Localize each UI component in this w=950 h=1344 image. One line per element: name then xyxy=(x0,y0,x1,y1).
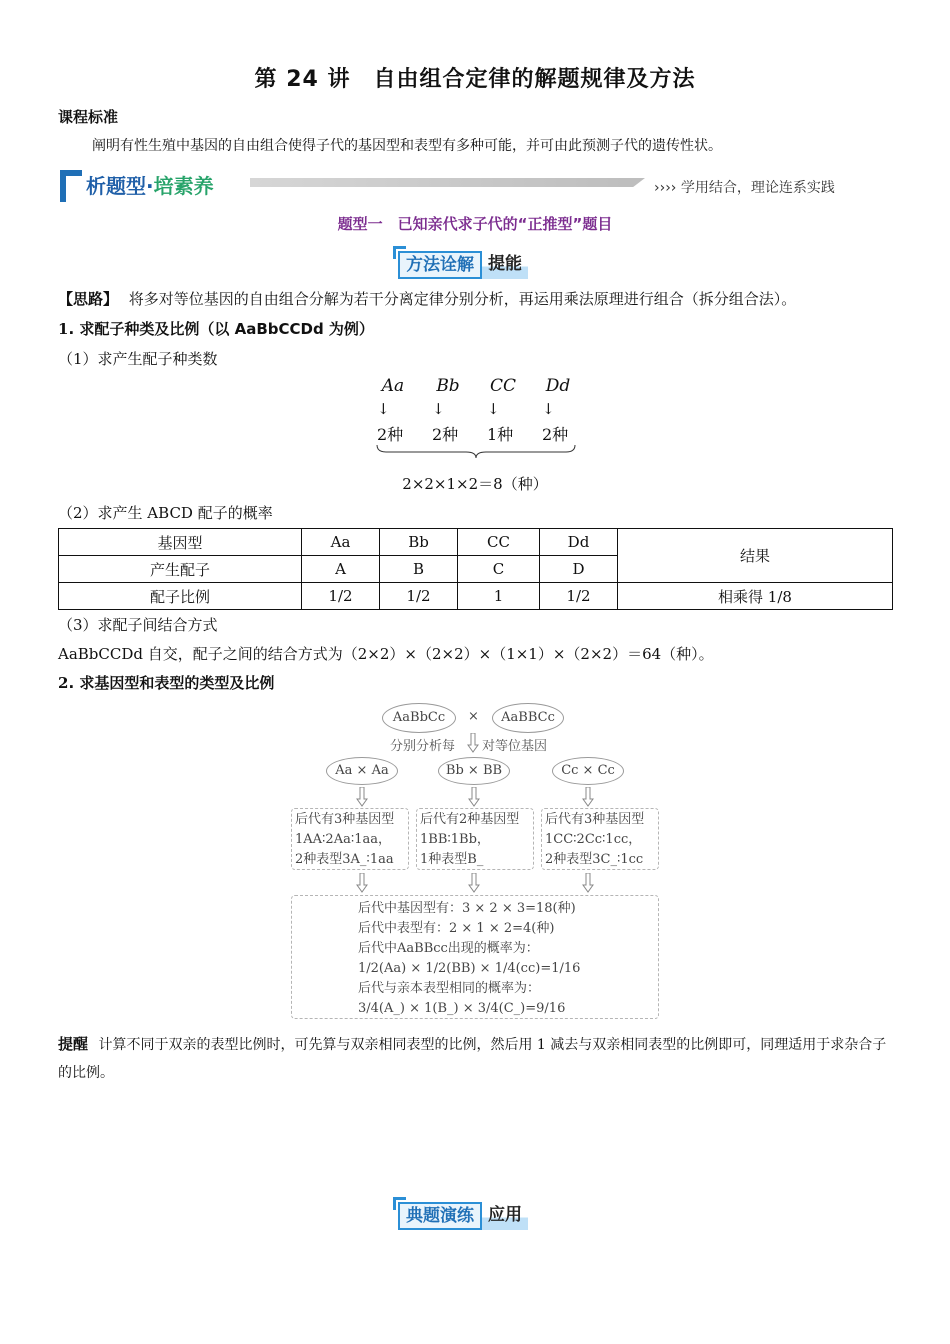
kind-count: 2种 xyxy=(432,425,459,444)
table-cell: CC xyxy=(458,529,540,556)
result-box-line: 1种表型B_ xyxy=(420,852,484,867)
pair-cross: Bb × BB xyxy=(438,757,510,785)
banner-subtitle: ›››› 学用结合，理论连系实践 xyxy=(654,180,835,196)
table-row-label: 配子比例 xyxy=(59,583,302,610)
standard-heading: 课程标准 xyxy=(58,108,119,126)
down-arrow-icon: ↓ xyxy=(432,400,445,418)
split-label-left: 分别分析每 xyxy=(390,739,456,754)
part1-heading-suffix: （以 AaBbCCDd 为例） xyxy=(199,320,374,338)
table-cell: 1/2 xyxy=(540,583,618,610)
pair-cross: Cc × Cc xyxy=(552,757,624,785)
kind-count: 1种 xyxy=(487,425,514,444)
table-cell: D xyxy=(540,556,618,583)
summary-line: 3/4(A_) × 1(B_) × 3/4(C_)=9/16 xyxy=(358,1001,566,1016)
table-result-value: 相乘得 1/8 xyxy=(618,583,893,610)
summary-line: 后代中AaBBcc出现的概率为： xyxy=(358,941,539,956)
down-arrow-icon: ↓ xyxy=(377,400,390,418)
standard-text: 阐明有性生殖中基因的自由组合使得子代的基因型和表型有多种可能，并可由此预测子代的遗传性状。 xyxy=(92,138,722,154)
banner-bar xyxy=(250,178,645,187)
gamete-probability-table xyxy=(58,528,893,610)
result-box xyxy=(416,808,534,870)
table-cell: A xyxy=(302,556,380,583)
table-cell: Dd xyxy=(540,529,618,556)
result-box-line: 2种表型3C_∶1cc xyxy=(545,852,644,867)
gene-label: Bb xyxy=(436,376,460,396)
summary-line: 后代中基因型有：3 × 2 × 3=18(种) xyxy=(358,901,576,916)
gene-label: CC xyxy=(489,376,516,396)
thinking-paragraph xyxy=(58,288,898,310)
down-arrow-icon xyxy=(582,787,594,807)
down-arrow-icon xyxy=(356,787,368,807)
table-row-label: 基因型 xyxy=(59,529,302,556)
method-tag-box: 方法诠解 xyxy=(398,251,482,279)
part2-heading-text: . 求基因型和表型的类型及比例 xyxy=(68,674,275,692)
method-tag xyxy=(398,251,528,279)
down-arrow-icon: ↓ xyxy=(542,400,555,418)
result-box xyxy=(291,808,409,870)
result-box-line: 后代有3种基因型 xyxy=(545,812,645,827)
gamete-product: 2×2×1×2＝8（种） xyxy=(402,475,548,493)
reminder-text: 计算不同于双亲的表型比例时，可先算与双亲相同表型的比例，然后用 1 减去与双亲相同表型的比例即可，同理适用于求杂合子的比例。 xyxy=(58,1037,887,1081)
part2-num: 2 xyxy=(58,674,69,692)
thinking-text: 将多对等位基因的自由组合分解为若干分离定律分别分析，再运用乘法原理进行组合（拆分组合法）。 xyxy=(128,290,797,308)
down-arrow-icon xyxy=(356,873,368,893)
table-cell: 1 xyxy=(458,583,540,610)
table-cell: Bb xyxy=(380,529,458,556)
table-result-header: 结果 xyxy=(618,529,893,583)
section-title: 题型一 已知亲代求子代的“正推型”题目 xyxy=(337,215,613,233)
combine-text: AaBbCCDd 自交，配子之间的结合方式为（2×2）×（2×2）×（1×1）×（2×2）＝64（种）。 xyxy=(58,645,714,663)
cross-sign: × xyxy=(468,709,479,724)
result-box-line: 后代有3种基因型 xyxy=(295,812,395,827)
kind-count: 2种 xyxy=(542,425,569,444)
reminder-paragraph xyxy=(58,1030,898,1087)
table-cell: C xyxy=(458,556,540,583)
parent-genotype-2: AaBBCc xyxy=(492,703,564,733)
pair-cross: Aa × Aa xyxy=(326,757,398,785)
table-cell: 1/2 xyxy=(302,583,380,610)
part1-sub1: （1）求产生配子种类数 xyxy=(58,350,218,368)
method-tag-word: 提能 xyxy=(482,251,528,279)
result-box-line: 2种表型3A_∶1aa xyxy=(295,852,394,867)
summary-line: 后代中表型有：2 × 1 × 2=4(种) xyxy=(358,921,555,936)
summary-line: 1/2(Aa) × 1/2(BB) × 1/4(cc)=1/16 xyxy=(358,961,581,976)
practice-tag-box: 典题演练 xyxy=(398,1202,482,1230)
part1-num: 1 xyxy=(58,320,69,338)
summary-box xyxy=(291,895,659,1019)
underbrace xyxy=(376,444,576,460)
result-box-line: 1BB∶1Bb， xyxy=(420,832,490,847)
result-box-line: 1AA∶2Aa∶1aa， xyxy=(295,832,391,847)
down-arrow-icon xyxy=(468,787,480,807)
practice-tag-word: 应用 xyxy=(482,1202,528,1230)
down-arrow-icon xyxy=(467,733,479,753)
banner-corner-decoration xyxy=(60,170,82,202)
page-title: 第 24 讲 自由组合定律的解题规律及方法 xyxy=(254,67,696,92)
result-box-line: 后代有2种基因型 xyxy=(420,812,520,827)
table-row xyxy=(59,529,893,556)
banner-dot: · xyxy=(146,174,154,198)
table-row xyxy=(59,583,893,610)
banner-title-a: 析题型 xyxy=(86,174,146,198)
part1-heading xyxy=(58,318,374,339)
practice-tag xyxy=(398,1202,528,1230)
part2-heading xyxy=(58,672,274,693)
table-cell: Aa xyxy=(302,529,380,556)
parent-genotype-1: AaBbCc xyxy=(382,703,456,733)
table-cell: B xyxy=(380,556,458,583)
part1-heading-text: . 求配子种类及比例 xyxy=(68,320,200,338)
reminder-label: 提醒 xyxy=(58,1035,89,1053)
down-arrow-icon xyxy=(468,873,480,893)
down-arrow-icon: ↓ xyxy=(487,400,500,418)
split-label-right: 对等位基因 xyxy=(482,739,548,754)
banner-title xyxy=(86,170,214,199)
kind-count: 2种 xyxy=(377,425,404,444)
table-row-label: 产生配子 xyxy=(59,556,302,583)
part1-sub2: （2）求产生 ABCD 配子的概率 xyxy=(58,504,273,522)
thinking-label: 【思路】 xyxy=(58,290,119,308)
part1-sub3: （3）求配子间结合方式 xyxy=(58,616,218,634)
gene-label: Aa xyxy=(381,376,405,396)
summary-line: 后代与亲本表型相同的概率为： xyxy=(358,981,541,996)
result-box-line: 1CC∶2Cc∶1cc， xyxy=(545,832,642,847)
down-arrow-icon xyxy=(582,873,594,893)
result-box xyxy=(541,808,659,870)
gene-label: Dd xyxy=(545,376,571,396)
banner-title-b: 培素养 xyxy=(153,174,214,198)
table-cell: 1/2 xyxy=(380,583,458,610)
